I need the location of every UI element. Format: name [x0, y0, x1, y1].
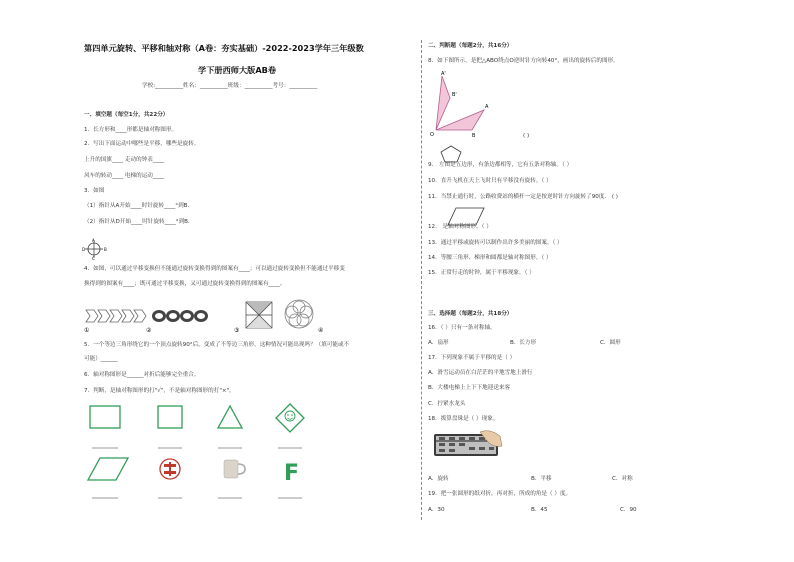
question-17-option-a: A．滑雪运动员在白茫茫的平地雪地上滑行	[428, 370, 533, 376]
question-3: 3．如图	[84, 188, 105, 194]
page-title-line2: 学下册西师大版AB卷	[198, 65, 277, 75]
question-16: 16．（ ）只有一条对称轴。	[428, 325, 496, 331]
flower-pattern	[285, 300, 313, 328]
letter-f-shape: F	[284, 461, 300, 486]
question-4-line2: 换得到的图案有____；既可通过平移变换，又可通过旋转变换得到的图案有____。	[84, 281, 286, 287]
student-info-line: 学校:__________姓名：__________班级：__________考号：__________	[142, 83, 318, 89]
svg-text:A: A	[92, 238, 95, 243]
label-o: O	[430, 132, 434, 138]
pinwheel-pattern	[246, 302, 272, 328]
abacus-figure	[430, 428, 506, 464]
pattern-label-2: ②	[146, 327, 152, 334]
question-2: 2．写出下面运动中哪些是平移，哪些是旋转。	[84, 141, 200, 147]
question-19-option-c: C．90	[620, 507, 637, 513]
question-8-answer: ( )	[523, 133, 530, 139]
question-19-option-a: A．30	[428, 507, 445, 513]
question-19-option-b: B．45	[531, 507, 548, 513]
question-9: 9． 左图是五边形，有条边都相等，它有五条对称轴。（ ）	[428, 162, 573, 168]
question-19: 19．把一张圆形的纸对折，再对折，所成的角是（ ）度。	[428, 491, 572, 497]
question-18: 18．拨算盘珠是（ ）现象。	[428, 416, 499, 422]
rectangle-shape	[90, 406, 120, 428]
section3-heading: 三、选择题（每题2分，共18分）	[428, 311, 513, 317]
dial-figure	[84, 238, 110, 260]
question-12: 12． 是轴对称图形。（ ）	[428, 224, 492, 230]
question-1: 1．长方形和____形都是轴对称图形。	[84, 127, 178, 133]
pattern-figures	[84, 298, 414, 338]
question-16-option-b: B．长方形	[510, 340, 537, 346]
question-11: 11．当禁止通行时，公路收费站的横杆一定是按逆时针方向旋转了90度． ( )	[428, 194, 618, 200]
label-a-prime: A'	[441, 71, 446, 77]
question-2-line-b: 风车的转动____ 电梯的运动____	[84, 173, 165, 179]
svg-text:D: D	[82, 247, 86, 252]
question-17-option-b: B．大楼电梯上上下下地迎送来客	[428, 385, 511, 391]
question-6: 6．轴对称图形是______对折后能够完全重合。	[84, 372, 200, 378]
question-3-part-1: （1）指针从A开始____时针旋转____°到B．	[84, 203, 194, 209]
svg-text:C: C	[92, 256, 95, 261]
question-18-option-a: A．旋转	[428, 476, 449, 482]
question-3-part-2: （2）指针从D开始____时针旋转____°到B．	[84, 219, 194, 225]
page-title-line1: 第四单元旋转、平移和轴对称（A卷：夯实基础）-2022-2023学年三年级数	[84, 43, 364, 53]
pentagon-icon	[440, 145, 462, 163]
chevron-pattern	[86, 310, 146, 322]
question-18-option-c: C．对称	[612, 476, 633, 482]
question-14: 14．等腰三角形、梯形和圆都是轴对称图形。（ ）	[428, 255, 552, 261]
parallelogram-shape	[88, 458, 128, 480]
question-8: 8．如下图所示，是把△ABO绕点O逆时针方向转40°，画出的旋转后的图形。	[428, 58, 619, 64]
mug-shape	[224, 460, 245, 478]
smiley-diamond-shape	[276, 404, 304, 432]
question-17-option-c: C．拧紧水龙头	[428, 401, 466, 407]
pattern-label-3: ③	[234, 327, 240, 334]
question-2-line-a: 上升的国旗____ 走动的钟表____	[84, 157, 165, 163]
question-13: 13．通过平移或旋转可以制作出许多美丽的图案。（ ）	[428, 240, 563, 246]
question-5-line1: 5．一个等边三角形绕它的一个顶点旋转90°后，变成了不等边三角形，这种情况可能出现吗？（填可能或不	[84, 342, 350, 348]
question-7: 7．判断，是轴对称图形的打"√"，不是轴对称图形的打"×"。	[84, 388, 235, 394]
square-shape	[158, 406, 182, 428]
svg-text:B: B	[104, 247, 107, 252]
section2-heading: 二、判断题（每题2分，共16分）	[428, 43, 513, 49]
question-4-line1: 4．如图，可以通过平移变换但不能通过旋转变换得到的图案有____；可以通过旋转变换但不能通过平移变	[84, 266, 345, 272]
pattern-label-4: ④	[318, 327, 324, 334]
chain-pattern	[152, 310, 208, 322]
question-18-option-b: B．平移	[531, 476, 552, 482]
column-divider	[421, 40, 422, 520]
triangle-shape	[218, 406, 242, 428]
question-15: 15．正常行走的时钟，属于平移现象。（ ）	[428, 270, 535, 276]
label-a: A	[485, 104, 489, 110]
section1-heading: 一、填空题（每空1分，共22分）	[84, 112, 169, 118]
label-b-prime: B'	[452, 92, 457, 98]
question-16-option-a: A．扇形	[428, 340, 449, 346]
pattern-label-1: ①	[84, 327, 90, 334]
rotation-figure	[430, 70, 520, 140]
question-5-line2: 可能）______	[84, 356, 118, 362]
question-16-option-c: C．圆形	[600, 340, 621, 346]
label-b: B	[472, 133, 476, 139]
question-10: 10．直升飞机在天上飞时只有平移没有旋转。（ ）	[428, 178, 552, 184]
question-17: 17．下列现象不属于平移的是（ ）	[428, 355, 516, 361]
symmetry-shapes-grid	[84, 402, 414, 502]
